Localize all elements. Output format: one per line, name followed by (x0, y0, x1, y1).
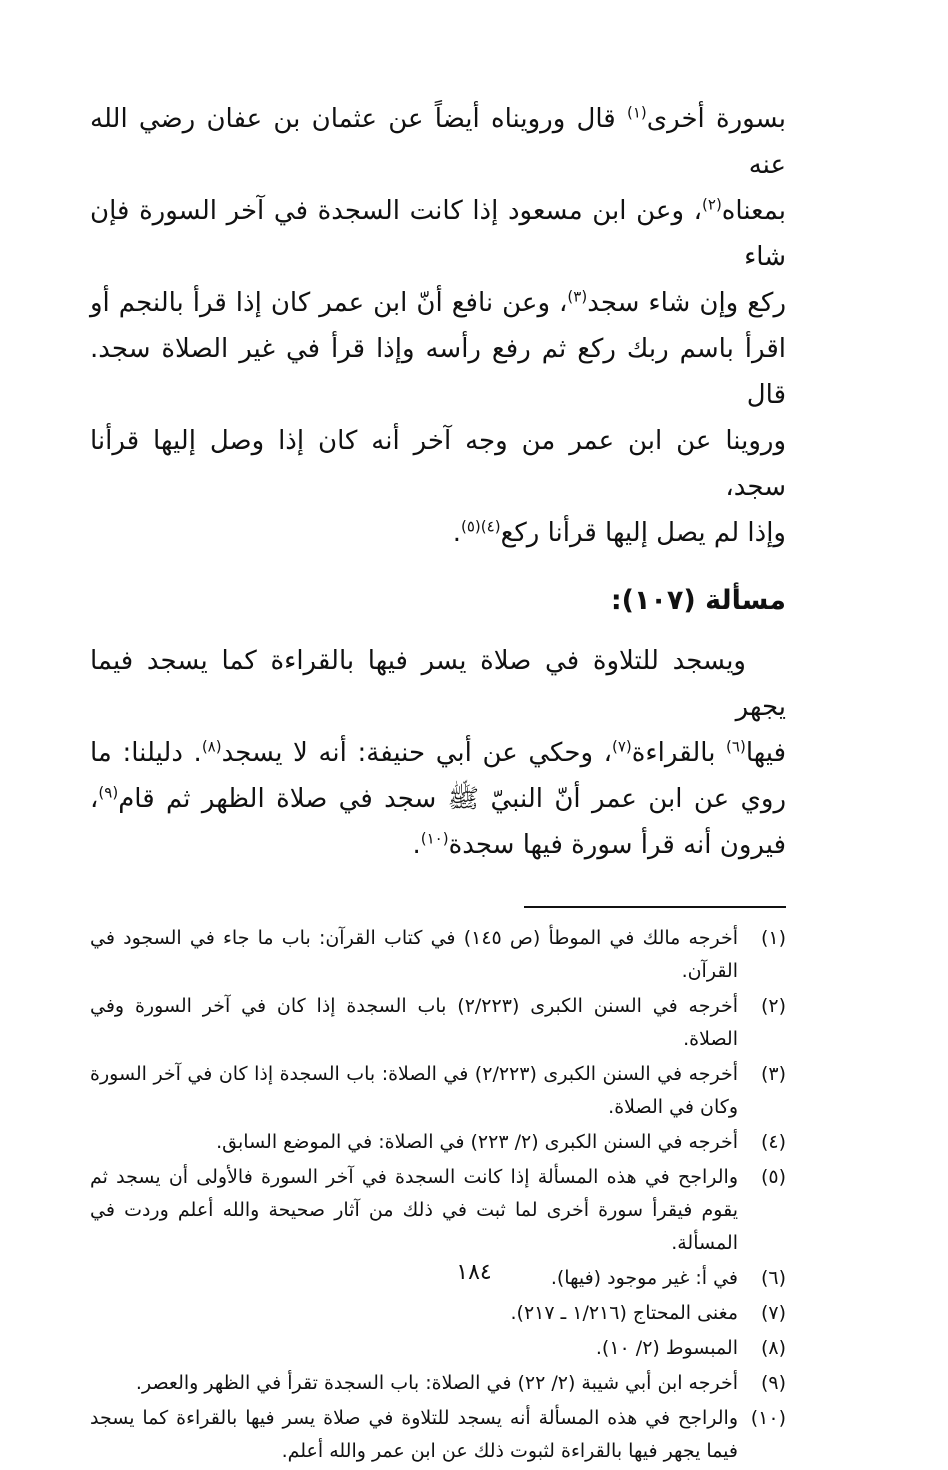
text-line: وإذا لم يصل إليها قرأنا ركع$^{(٤)(٥)}$. (452, 517, 786, 548)
footnote-ref[interactable]: (١) (626, 103, 647, 122)
footnote-number: (٧) (760, 1302, 786, 1324)
footnote-text: مغنى المحتاج (١/٢١٦ ـ ٢١٧). (510, 1302, 738, 1324)
footnote-number: (٩) (760, 1372, 786, 1394)
footnote-text: المبسوط (٢/ ١٠). (595, 1337, 738, 1359)
footnote-ref[interactable]: (٣) (567, 287, 588, 306)
footnote-text: أخرجه في السنن الكبرى (٢/٢٢٣) في الصلاة: باب السجدة إذا كان في آخر السورة وكان في الصلاة. (90, 1063, 739, 1118)
footnote-ref[interactable]: (٢) (702, 195, 722, 214)
footnote (90, 1367, 786, 1400)
footnote-text: أخرجه في السنن الكبرى (٢/ ٢٢٣) في الصلاة: في الموضع السابق. (216, 1131, 738, 1153)
footnote-text: والراجح في هذه المسألة أنه يسجد للتلاوة في صلاة يسر فيها بالقراءة كما يسجد فيما يجهر فيها بالقراءة لثبوت ذلك عن ابن عمر والله أعلم. (90, 1407, 738, 1462)
page-number: ١٨٤ (456, 1260, 492, 1285)
text-line: بسورة أخرى$^{(١)}$ قال ورويناه أيضاً عن عثمان بن عفان رضي الله عنه (90, 103, 787, 180)
text-line: بمعناه$^{(٢)}$، وعن ابن مسعود إذا كانت السجدة في آخر السورة فإن شاء (90, 195, 786, 272)
text-line: ويسجد للتلاوة في صلاة يسر فيها بالقراءة كما يسجد فيما يجهر (90, 646, 786, 722)
footnote-ref[interactable]: (٦) (726, 737, 746, 756)
footnote (90, 1402, 786, 1468)
footnote-number: (١) (760, 927, 786, 949)
footnote-ref[interactable]: (٨) (201, 737, 222, 756)
footnote-number: (٦) (760, 1267, 786, 1289)
footnote-separator (524, 906, 786, 908)
footnote-ref[interactable]: (٧) (612, 737, 632, 756)
footnote-ref[interactable]: (٤)(٥) (461, 517, 501, 536)
text-line: فيها$^{(٦)}$ بالقراءة$^{(٧)}$، وحكي عن أبي حنيفة: أنه لا يسجد$^{(٨)}$. دليلنا: ما (90, 737, 787, 768)
paragraph-2 (90, 638, 786, 868)
footnote-number: (٨) (760, 1337, 786, 1359)
footnote-text: في أ: غير موجود (فيها). (550, 1267, 738, 1289)
footnote (90, 1297, 786, 1330)
footnote (90, 1126, 786, 1159)
section-heading: مسألة (١٠٧): (610, 585, 786, 616)
footnote (90, 1058, 786, 1124)
footnote-number: (٣) (760, 1063, 786, 1085)
text-line: ركع وإن شاء سجد$^{(٣)}$، وعن نافع أنّ ابن عمر كان إذا قرأ بالنجم أو (90, 287, 786, 318)
footnote (90, 1161, 786, 1260)
text-line: اقرأ باسم ربك ركع ثم رفع رأسه وإذا قرأ في غير الصلاة سجد. قال (90, 334, 786, 410)
text-line: وروينا عن ابن عمر من وجه آخر أنه كان إذا وصل إليها قرأنا سجد، (90, 426, 786, 502)
text-line: روي عن ابن عمر أنّ النبيّ ﷺ سجد في صلاة الظهر ثم قام$^{(٩)}$، (90, 783, 786, 814)
footnote-number: (١٠) (750, 1407, 786, 1429)
footnote (90, 922, 786, 988)
footnotes-list (90, 922, 786, 1468)
footnote-text: أخرجه ابن أبي شيبة (٢/ ٢٢) في الصلاة: باب السجدة تقرأ في الظهر والعصر. (135, 1372, 738, 1394)
footnote (90, 1332, 786, 1365)
footnote-ref[interactable]: (١٠) (420, 829, 449, 848)
footnote-number: (٤) (760, 1131, 786, 1153)
paragraph-1 (90, 96, 786, 556)
footnote-ref[interactable]: (٩) (98, 783, 119, 802)
footnote-number: (٢) (760, 995, 786, 1017)
text-line: فيرون أنه قرأ سورة فيها سجدة$^{(١٠)}$. (412, 829, 786, 860)
footnote (90, 990, 786, 1056)
footnote-text: أخرجه مالك في الموطأ (ص ١٤٥) في كتاب القرآن: باب ما جاء في السجود في القرآن. (90, 927, 738, 982)
footnote-text: أخرجه في السنن الكبرى (٢/٢٢٣) باب السجدة إذا كان في آخر السورة وفي الصلاة. (90, 995, 738, 1050)
footnote-text: والراجح في هذه المسألة إذا كانت السجدة في آخر السورة فالأولى أن يسجد ثم يقوم فيقرأ سورة أخرى لما ثبت في ذلك من آثار صحيحة والله أعلم وردت في المسألة. (90, 1166, 738, 1254)
footnote-number: (٥) (760, 1166, 786, 1188)
